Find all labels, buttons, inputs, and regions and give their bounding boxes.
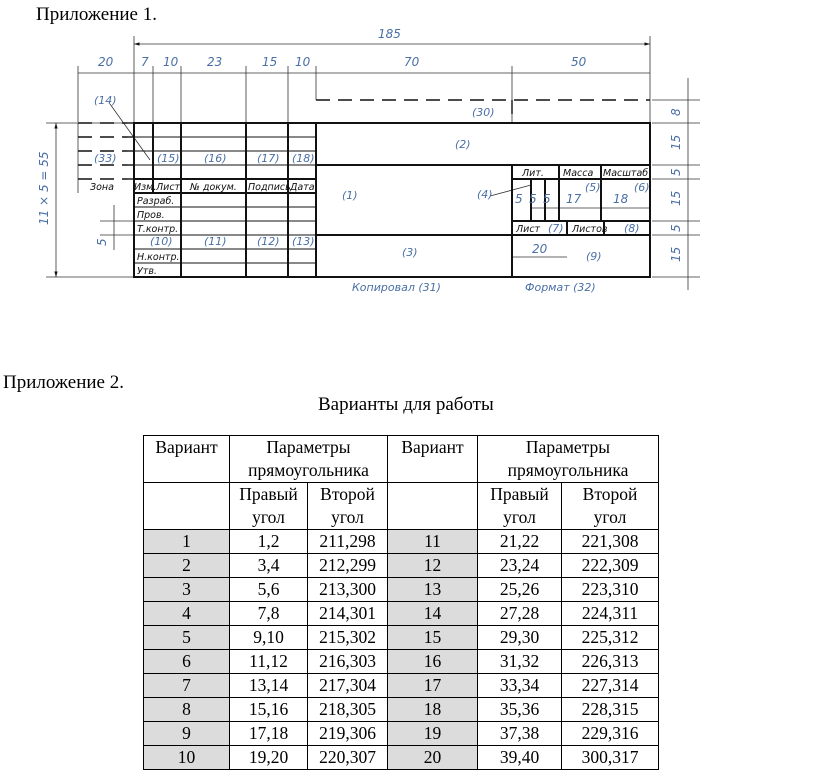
- svg-text:(33): (33): [94, 152, 117, 165]
- title-block-drawing: [0, 20, 816, 300]
- svg-text:7: 7: [141, 55, 149, 69]
- svg-text:5: 5: [95, 238, 109, 246]
- svg-text:(2): (2): [455, 138, 471, 151]
- table-row: 3 5,6 213,300 13 25,26 223,310: [144, 578, 659, 602]
- svg-text:(10): (10): [150, 235, 173, 248]
- svg-text:70: 70: [404, 55, 420, 69]
- svg-text:Т.контр.: Т.контр.: [137, 224, 179, 235]
- svg-text:Изм.: Изм.: [134, 182, 157, 193]
- svg-text:(14): (14): [94, 94, 117, 107]
- svg-text:Формат (32): Формат (32): [525, 281, 596, 294]
- svg-text:Масштаб: Масштаб: [603, 168, 649, 179]
- svg-text:5: 5: [543, 192, 551, 206]
- svg-text:17: 17: [566, 192, 582, 206]
- svg-text:№ докум.: № докум.: [190, 182, 237, 193]
- svg-text:20: 20: [98, 55, 114, 69]
- svg-text:(5): (5): [585, 181, 601, 194]
- svg-text:Лит.: Лит.: [522, 168, 544, 179]
- header-variant: Вариант: [144, 436, 230, 483]
- svg-text:5: 5: [669, 224, 683, 232]
- svg-text:(15): (15): [157, 152, 180, 165]
- svg-text:(8): (8): [624, 222, 640, 235]
- svg-text:(17): (17): [257, 152, 280, 165]
- svg-text:15: 15: [669, 134, 683, 150]
- svg-text:Лист: Лист: [156, 182, 181, 193]
- svg-text:(12): (12): [257, 235, 280, 248]
- svg-text:Н.контр.: Н.контр.: [137, 252, 180, 263]
- svg-text:(6): (6): [634, 181, 650, 194]
- variants-subtitle: Варианты для работы: [318, 394, 494, 415]
- table-row: 10 19,20 220,307 20 39,40 300,317: [144, 746, 659, 770]
- table-row: 4 7,8 214,301 14 27,28 224,311: [144, 602, 659, 626]
- table-row: 7 13,14 217,304 17 33,34 227,314: [144, 674, 659, 698]
- svg-text:(13): (13): [292, 235, 315, 248]
- svg-text:5: 5: [529, 192, 537, 206]
- header-second-angle: Второй угол: [562, 483, 659, 530]
- svg-text:Копировал (31): Копировал (31): [352, 281, 441, 294]
- table-row: 9 17,18 219,306 19 37,38 229,316: [144, 722, 659, 746]
- svg-text:15: 15: [669, 246, 683, 262]
- svg-text:Дата: Дата: [290, 182, 315, 193]
- svg-text:23: 23: [207, 55, 223, 69]
- svg-text:11 × 5 = 55: 11 × 5 = 55: [37, 151, 51, 225]
- svg-text:(4): (4): [477, 188, 493, 201]
- svg-text:Разраб.: Разраб.: [137, 196, 175, 207]
- svg-text:18: 18: [613, 192, 629, 206]
- svg-text:15: 15: [262, 55, 278, 69]
- svg-text:Лист: Лист: [516, 224, 541, 235]
- svg-text:50: 50: [571, 55, 587, 69]
- table-row: 8 15,16 218,305 18 35,36 228,315: [144, 698, 659, 722]
- svg-text:(30): (30): [472, 106, 495, 119]
- svg-text:Масса: Масса: [563, 168, 594, 179]
- svg-text:Листов: Листов: [572, 224, 608, 235]
- svg-text:(18): (18): [292, 152, 315, 165]
- svg-text:8: 8: [669, 108, 683, 116]
- appendix-2-title: Приложение 2.: [3, 372, 124, 393]
- header-variant: Вариант: [388, 436, 478, 483]
- variants-table: [143, 435, 659, 770]
- table-row: 1 1,2 211,298 11 21,22 221,308: [144, 530, 659, 554]
- table-row: 2 3,4 212,299 12 23,24 222,309: [144, 554, 659, 578]
- header-right-angle: Правый угол: [230, 483, 308, 530]
- svg-text:(11): (11): [204, 235, 227, 248]
- svg-text:20: 20: [532, 242, 548, 256]
- svg-text:(16): (16): [204, 152, 227, 165]
- svg-text:(7): (7): [548, 222, 564, 235]
- table-row: 6 11,12 216,303 16 31,32 226,313: [144, 650, 659, 674]
- svg-text:185: 185: [378, 27, 401, 41]
- header-second-angle: Второй угол: [308, 483, 388, 530]
- svg-text:(9): (9): [586, 250, 602, 263]
- appendix-1-title: Приложение 1.: [36, 4, 157, 25]
- svg-text:(3): (3): [402, 246, 418, 259]
- svg-text:5: 5: [515, 192, 523, 206]
- svg-text:Подпись: Подпись: [248, 182, 291, 193]
- table-row: 5 9,10 215,302 15 29,30 225,312: [144, 626, 659, 650]
- table-subheader-row: [144, 483, 659, 530]
- svg-text:10: 10: [163, 55, 179, 69]
- svg-text:Утв.: Утв.: [137, 266, 157, 277]
- svg-text:5: 5: [669, 168, 683, 176]
- header-params: Параметры прямоугольника: [230, 436, 388, 483]
- svg-text:10: 10: [295, 55, 311, 69]
- header-params: Параметры прямоугольника: [478, 436, 659, 483]
- table-header-row: [144, 436, 659, 483]
- header-right-angle: Правый угол: [478, 483, 562, 530]
- svg-text:Зона: Зона: [90, 182, 114, 193]
- svg-text:15: 15: [669, 190, 683, 206]
- svg-text:(1): (1): [342, 189, 358, 202]
- svg-text:Пров.: Пров.: [137, 210, 165, 221]
